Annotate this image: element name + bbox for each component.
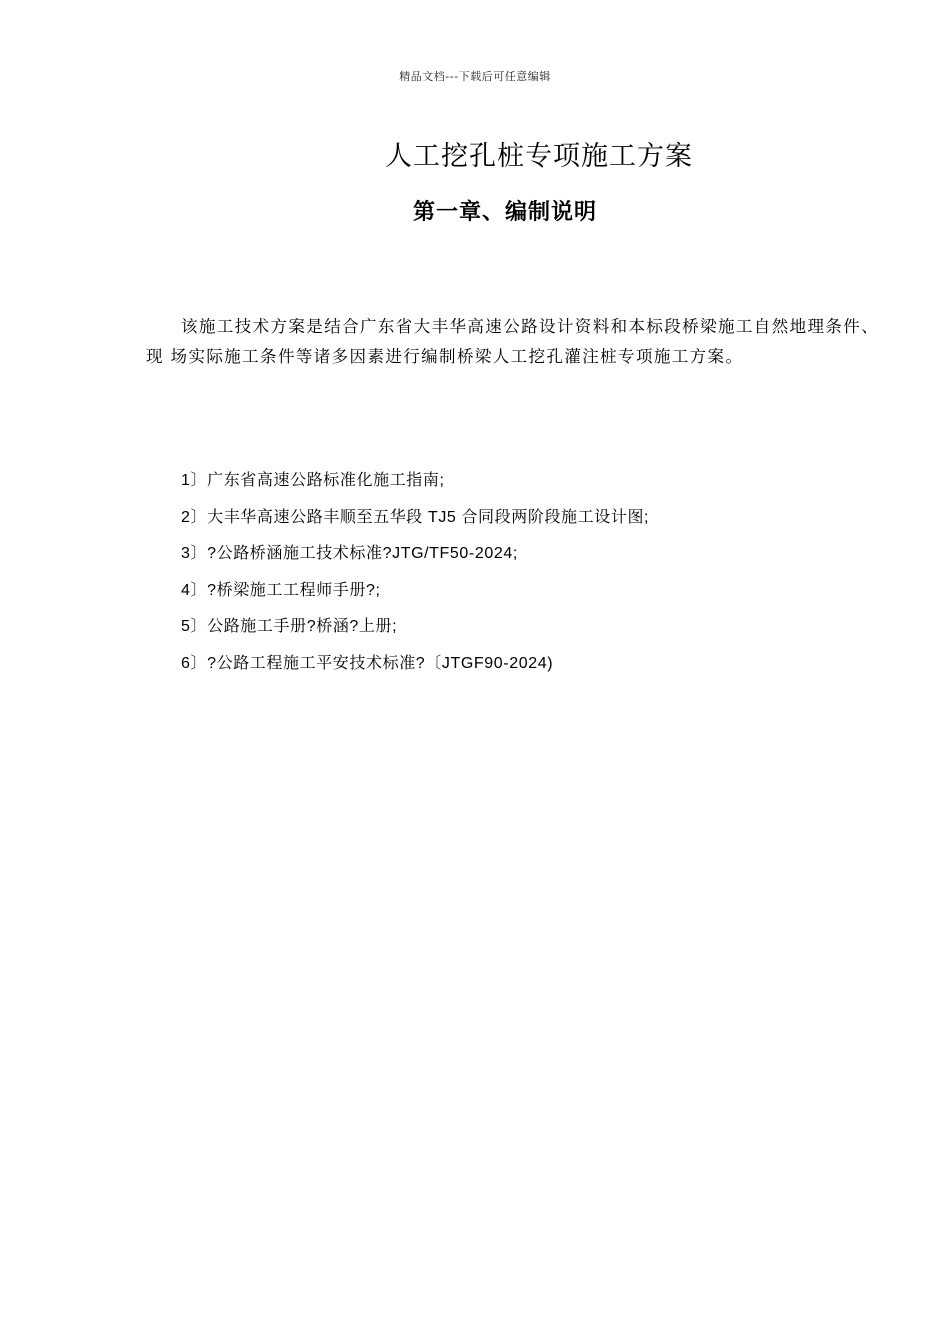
reference-item: 4〕?桥梁施工工程师手册?; xyxy=(181,581,381,599)
document-title: 人工挖孔桩专项施工方案 xyxy=(385,141,693,172)
reference-item: 2〕大丰华高速公路丰顺至五华段 TJ5 合同段两阶段施工设计图; xyxy=(181,508,650,526)
page-header-watermark: 精品文档---下载后可任意编辑 xyxy=(399,70,551,83)
reference-item: 5〕公路施工手册?桥涵?上册; xyxy=(181,618,398,636)
reference-item: 1〕广东省高速公路标准化施工指南; xyxy=(181,472,445,489)
reference-list xyxy=(181,466,649,686)
intro-text: 该施工技术方案是结合广东省大丰华高速公路设计资料和本标段桥梁施工自然地理条件、现 场实际施工条件等诸多因素进行编制桥梁人工挖孔灌注桩专项施工方案。 xyxy=(146,317,880,366)
intro-paragraph xyxy=(146,312,886,372)
chapter-heading: 第一章、编制说明 xyxy=(413,200,598,225)
reference-item: 3〕?公路桥涵施工技术标准?JTG/TF50-2024; xyxy=(181,545,518,563)
reference-item: 6〕?公路工程施工平安技术标准?〔JTGF90-2024) xyxy=(181,654,554,672)
